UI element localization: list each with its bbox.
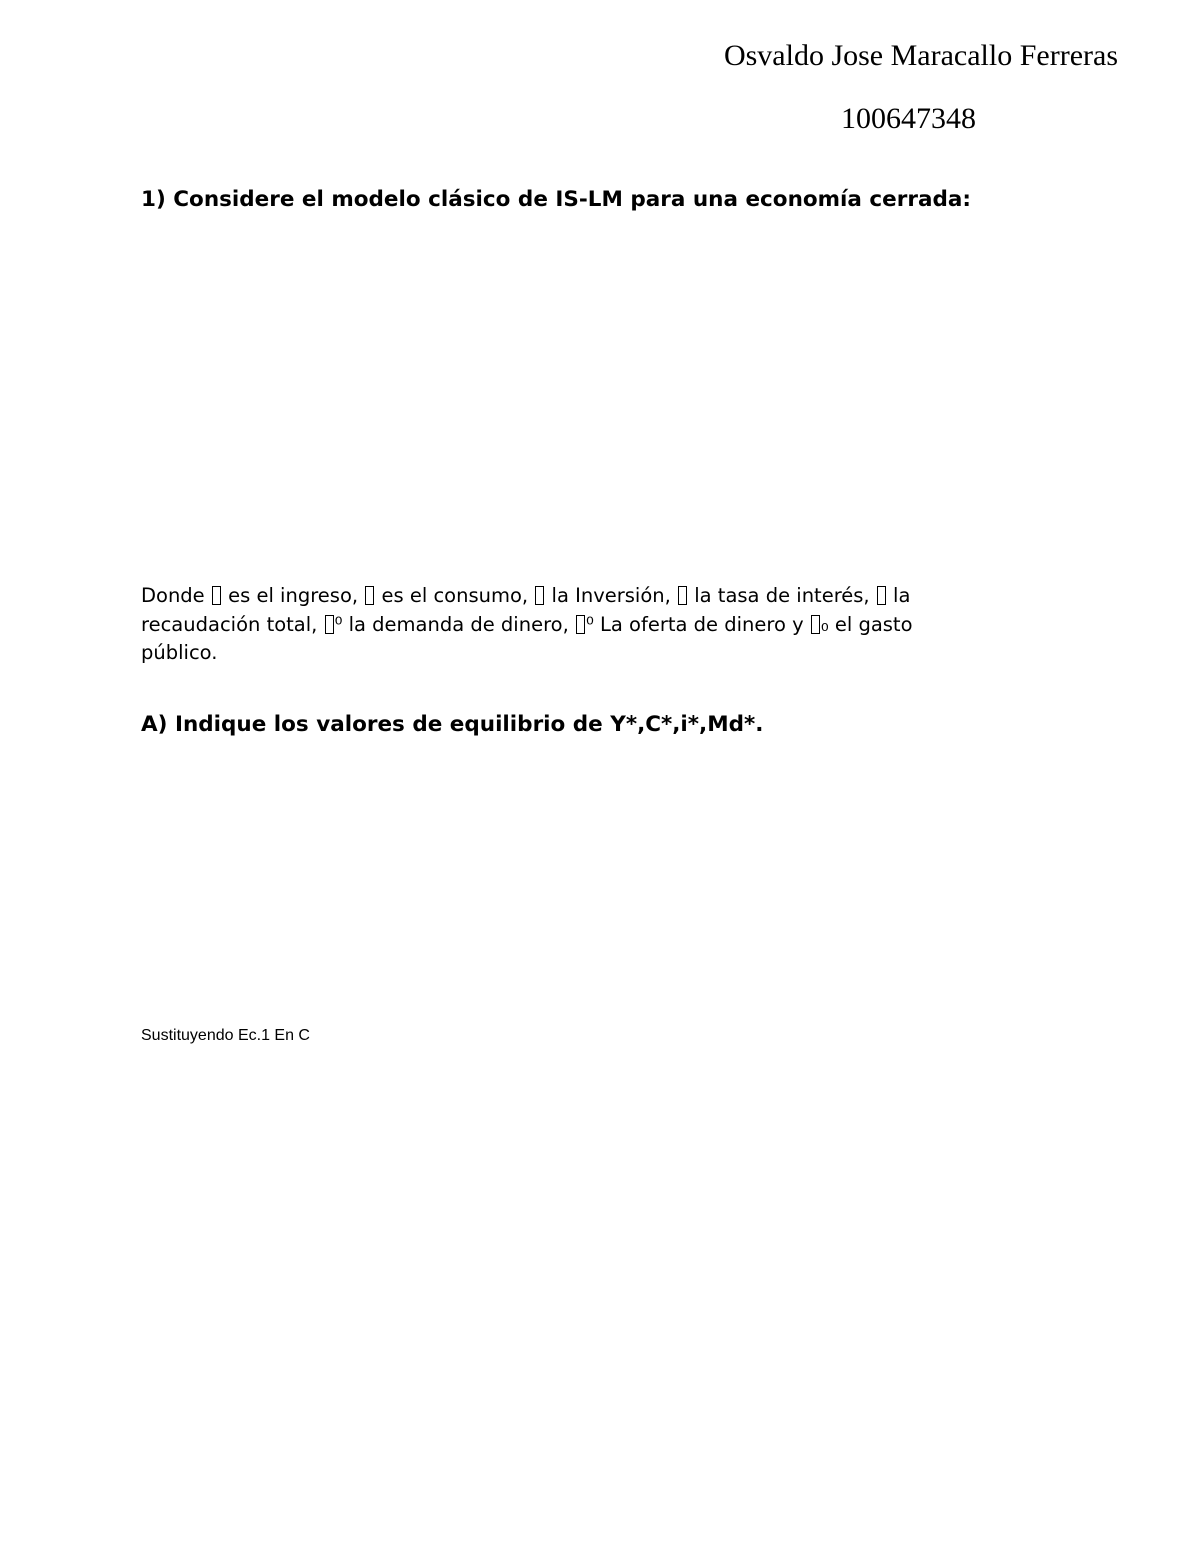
- text-fragment: Donde: [141, 584, 211, 607]
- text-fragment: ₀ el gasto: [820, 612, 913, 636]
- student-id: 100647348: [841, 102, 976, 135]
- missing-glyph-icon: [325, 615, 334, 634]
- missing-glyph-icon: [365, 586, 374, 605]
- missing-glyph-icon: [811, 615, 820, 634]
- missing-glyph-icon: [535, 586, 544, 605]
- missing-glyph-icon: [678, 586, 687, 605]
- definitions-line-3: público.: [141, 641, 218, 664]
- author-name: Osvaldo Jose Maracallo Ferreras: [723, 39, 1118, 72]
- question-1-heading: 1) Considere el modelo clásico de IS-LM para una economía cerrada:: [141, 187, 971, 212]
- question-a-heading: A) Indique los valores de equilibrio de Y*,C*,i*,Md*.: [141, 712, 764, 737]
- text-fragment: recaudación total,: [141, 612, 324, 636]
- variable-definitions: [141, 582, 1041, 668]
- text-fragment: la Inversión,: [545, 584, 678, 607]
- substitution-note: Sustituyendo Ec.1 En C: [141, 1027, 310, 1044]
- missing-glyph-icon: [212, 586, 221, 605]
- missing-glyph-icon: [877, 586, 886, 605]
- text-fragment: la: [886, 584, 911, 607]
- text-fragment: ⁰ la demanda de dinero,: [334, 612, 575, 636]
- text-fragment: la tasa de interés,: [688, 584, 876, 607]
- missing-glyph-icon: [576, 615, 585, 634]
- text-fragment: es el consumo,: [375, 584, 535, 607]
- definitions-line-1: [141, 582, 1041, 611]
- text-fragment: ⁰ La oferta de dinero y: [586, 612, 810, 636]
- definitions-line-2: [141, 611, 1041, 640]
- text-fragment: es el ingreso,: [221, 584, 365, 607]
